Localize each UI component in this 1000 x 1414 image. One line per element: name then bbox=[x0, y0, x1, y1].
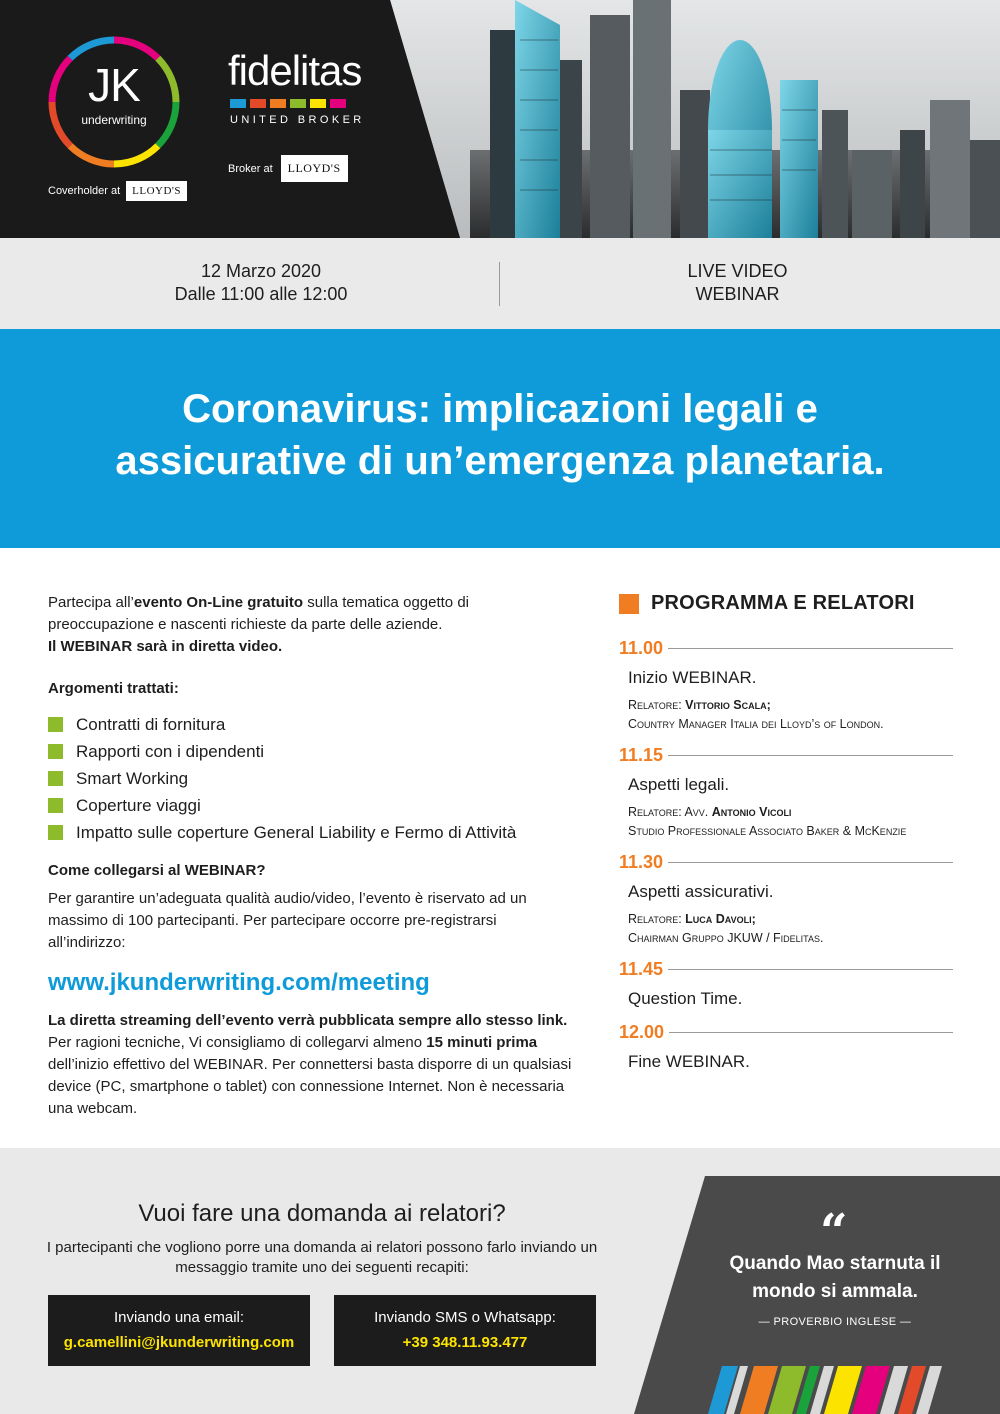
question-title: Vuoi fare una domanda ai relatori? bbox=[138, 1200, 506, 1227]
sms-contact-box bbox=[334, 1295, 596, 1366]
event-date-block bbox=[130, 260, 392, 306]
green-square-bullet-icon bbox=[48, 825, 63, 840]
email-contact-box bbox=[48, 1295, 310, 1366]
list-item bbox=[48, 819, 576, 846]
slot-time-row bbox=[619, 637, 953, 659]
stream-text-d: dell’inizio effettivo del WEBINAR. Per connettersi basta disporre di un qualsiasi device (PC, smartphone o tablet) con connessione Internet. Non è necessaria una webcam. bbox=[48, 1056, 572, 1117]
divider bbox=[668, 648, 953, 649]
green-square-bullet-icon bbox=[48, 798, 63, 813]
program-slot bbox=[619, 744, 953, 841]
slot-time: 12.00 bbox=[619, 1022, 665, 1042]
broker-label: Broker at bbox=[228, 162, 273, 175]
green-square-bullet-icon bbox=[48, 744, 63, 759]
topic-label: Rapporti con i dipendenti bbox=[76, 742, 265, 761]
speaker-role: Relatore: bbox=[628, 912, 686, 926]
title-banner bbox=[0, 329, 1000, 548]
title-line2: assicurative di un’emergenza planetaria. bbox=[115, 439, 885, 483]
topic-label: Coperture viaggi bbox=[76, 796, 201, 815]
list-item bbox=[48, 738, 576, 765]
program-slot bbox=[619, 637, 953, 734]
quote-icon: “ bbox=[820, 1204, 848, 1260]
speaker-org: Studio Professionale Associato Baker & McKenzie bbox=[628, 824, 907, 838]
divider bbox=[668, 862, 953, 863]
topic-label: Impatto sulle coperture General Liability e Fermo di Attività bbox=[76, 823, 517, 842]
color-square bbox=[250, 99, 266, 108]
list-item bbox=[48, 765, 576, 792]
question-body: I partecipanti che vogliono porre una domanda ai relatori possono farlo inviando un messaggio tramite uno dei seguenti recapiti: bbox=[46, 1239, 598, 1276]
connect-title: Come collegarsi al WEBINAR? bbox=[48, 862, 266, 879]
connect-body: Per garantire un’adeguata qualità audio/video, l’evento è riservato ad un massimo di 100 partecipanti. Per partecipare occorre pre-registrarsi all’indirizzo: bbox=[48, 890, 527, 951]
header-banner bbox=[0, 0, 1000, 238]
sms-label: Inviando SMS o Whatsapp: bbox=[374, 1309, 556, 1326]
speaker-name: Luca Davoli; bbox=[685, 912, 756, 926]
coverholder-line bbox=[48, 181, 187, 201]
speaker-name: Antonio Vicoli bbox=[711, 805, 792, 819]
fidelitas-color-squares bbox=[230, 99, 346, 108]
quote-text: Quando Mao starnuta il mondo si ammala. bbox=[729, 1253, 941, 1302]
intro-text-d: Il WEBINAR sarà in diretta video. bbox=[48, 638, 283, 655]
event-format-line1: LIVE VIDEO bbox=[687, 261, 788, 281]
speaker-name: Vittorio Scala; bbox=[685, 698, 771, 712]
meeting-link[interactable]: www.jkunderwriting.com/meeting bbox=[48, 969, 430, 996]
list-item bbox=[48, 792, 576, 819]
slot-speaker bbox=[619, 696, 953, 734]
email-label: Inviando una email: bbox=[113, 1309, 245, 1326]
program-header bbox=[619, 592, 953, 615]
event-info-bar bbox=[0, 238, 1000, 329]
event-time: Dalle 11:00 alle 12:00 bbox=[174, 284, 348, 304]
program-title: PROGRAMMA E RELATORI bbox=[651, 592, 915, 614]
stream-text-a: La diretta streaming dell’evento verrà pubblicata sempre allo stesso link. bbox=[48, 1012, 568, 1029]
divider bbox=[668, 755, 953, 756]
slot-title: Inizio WEBINAR. bbox=[628, 668, 757, 687]
slot-time: 11.15 bbox=[619, 745, 664, 765]
event-format-block bbox=[620, 260, 855, 306]
fidelitas-logo-text: fidelitas bbox=[228, 47, 362, 94]
fidelitas-subtitle: UNITED BROKER bbox=[230, 114, 365, 126]
event-date: 12 Marzo 2020 bbox=[200, 261, 322, 281]
slot-time: 11.45 bbox=[619, 959, 664, 979]
slot-time-row bbox=[619, 851, 953, 873]
color-square bbox=[310, 99, 326, 108]
divider bbox=[668, 969, 953, 970]
slot-time-row bbox=[619, 744, 953, 766]
footer-section bbox=[0, 1148, 1000, 1414]
topic-label: Contratti di fornitura bbox=[76, 715, 226, 734]
slot-title: Aspetti assicurativi. bbox=[628, 882, 774, 901]
slot-speaker bbox=[619, 910, 953, 948]
speaker-org: Chairman Gruppo JKUW / Fidelitas. bbox=[628, 931, 824, 945]
color-square bbox=[270, 99, 286, 108]
color-square bbox=[230, 99, 246, 108]
topics-list bbox=[48, 711, 576, 846]
jk-logo-subtitle: underwriting bbox=[81, 113, 147, 127]
program-slot bbox=[619, 958, 953, 1010]
intro-text-c: sulla tematica oggetto di preoccupazione e nascenti richieste da parte delle aziende. bbox=[48, 594, 469, 633]
lloyds-badge: LLOYD'S bbox=[281, 155, 348, 182]
speaker-org: Country Manager Italia dei Lloyd’s of London. bbox=[628, 717, 884, 731]
divider bbox=[669, 1032, 953, 1033]
speaker-role: Relatore: Avv. bbox=[628, 805, 712, 819]
info-column bbox=[48, 592, 576, 1120]
orange-square-icon bbox=[619, 594, 639, 614]
phone-number-link[interactable]: +39 348.11.93.477 bbox=[402, 1334, 528, 1351]
divider bbox=[499, 262, 500, 306]
coverholder-label: Coverholder at bbox=[48, 185, 121, 197]
program-slot bbox=[619, 851, 953, 948]
slot-time: 11.30 bbox=[619, 852, 664, 872]
program-slot bbox=[619, 1021, 953, 1073]
program-column bbox=[619, 592, 953, 1073]
green-square-bullet-icon bbox=[48, 771, 63, 786]
intro-paragraph bbox=[48, 592, 576, 658]
page-title bbox=[40, 383, 960, 487]
color-square bbox=[330, 99, 346, 108]
topic-label: Smart Working bbox=[76, 769, 189, 788]
event-format-line2: WEBINAR bbox=[695, 284, 780, 304]
stream-text-b: Per ragioni tecniche, Vi consigliamo di collegarvi almeno bbox=[48, 1034, 427, 1051]
lloyds-badge: LLOYD'S bbox=[126, 181, 187, 201]
slot-speaker bbox=[619, 803, 953, 841]
broker-line bbox=[228, 155, 348, 182]
list-item bbox=[48, 711, 576, 738]
slot-title: Aspetti legali. bbox=[628, 775, 730, 794]
speaker-role: Relatore: bbox=[628, 698, 686, 712]
slot-title: Fine WEBINAR. bbox=[628, 1052, 750, 1071]
green-square-bullet-icon bbox=[48, 717, 63, 732]
email-address-link[interactable]: g.camellini@jkunderwriting.com bbox=[63, 1334, 295, 1351]
slot-time-row bbox=[619, 1021, 953, 1043]
title-line1: Coronavirus: implicazioni legali e bbox=[182, 387, 818, 431]
slot-time-row bbox=[619, 958, 953, 980]
intro-text-a: Partecipa all’ bbox=[48, 594, 134, 611]
color-square bbox=[290, 99, 306, 108]
jk-logo-text: JK bbox=[88, 59, 140, 111]
stream-text-c: 15 minuti prima bbox=[426, 1034, 538, 1051]
quote-source: — PROVERBIO INGLESE — bbox=[758, 1316, 912, 1328]
slot-time: 11.00 bbox=[619, 638, 664, 658]
streaming-paragraph bbox=[48, 1010, 576, 1120]
intro-text-b: evento On-Line gratuito bbox=[133, 594, 304, 611]
slot-title: Question Time. bbox=[628, 989, 743, 1008]
topics-title: Argomenti trattati: bbox=[48, 680, 179, 697]
